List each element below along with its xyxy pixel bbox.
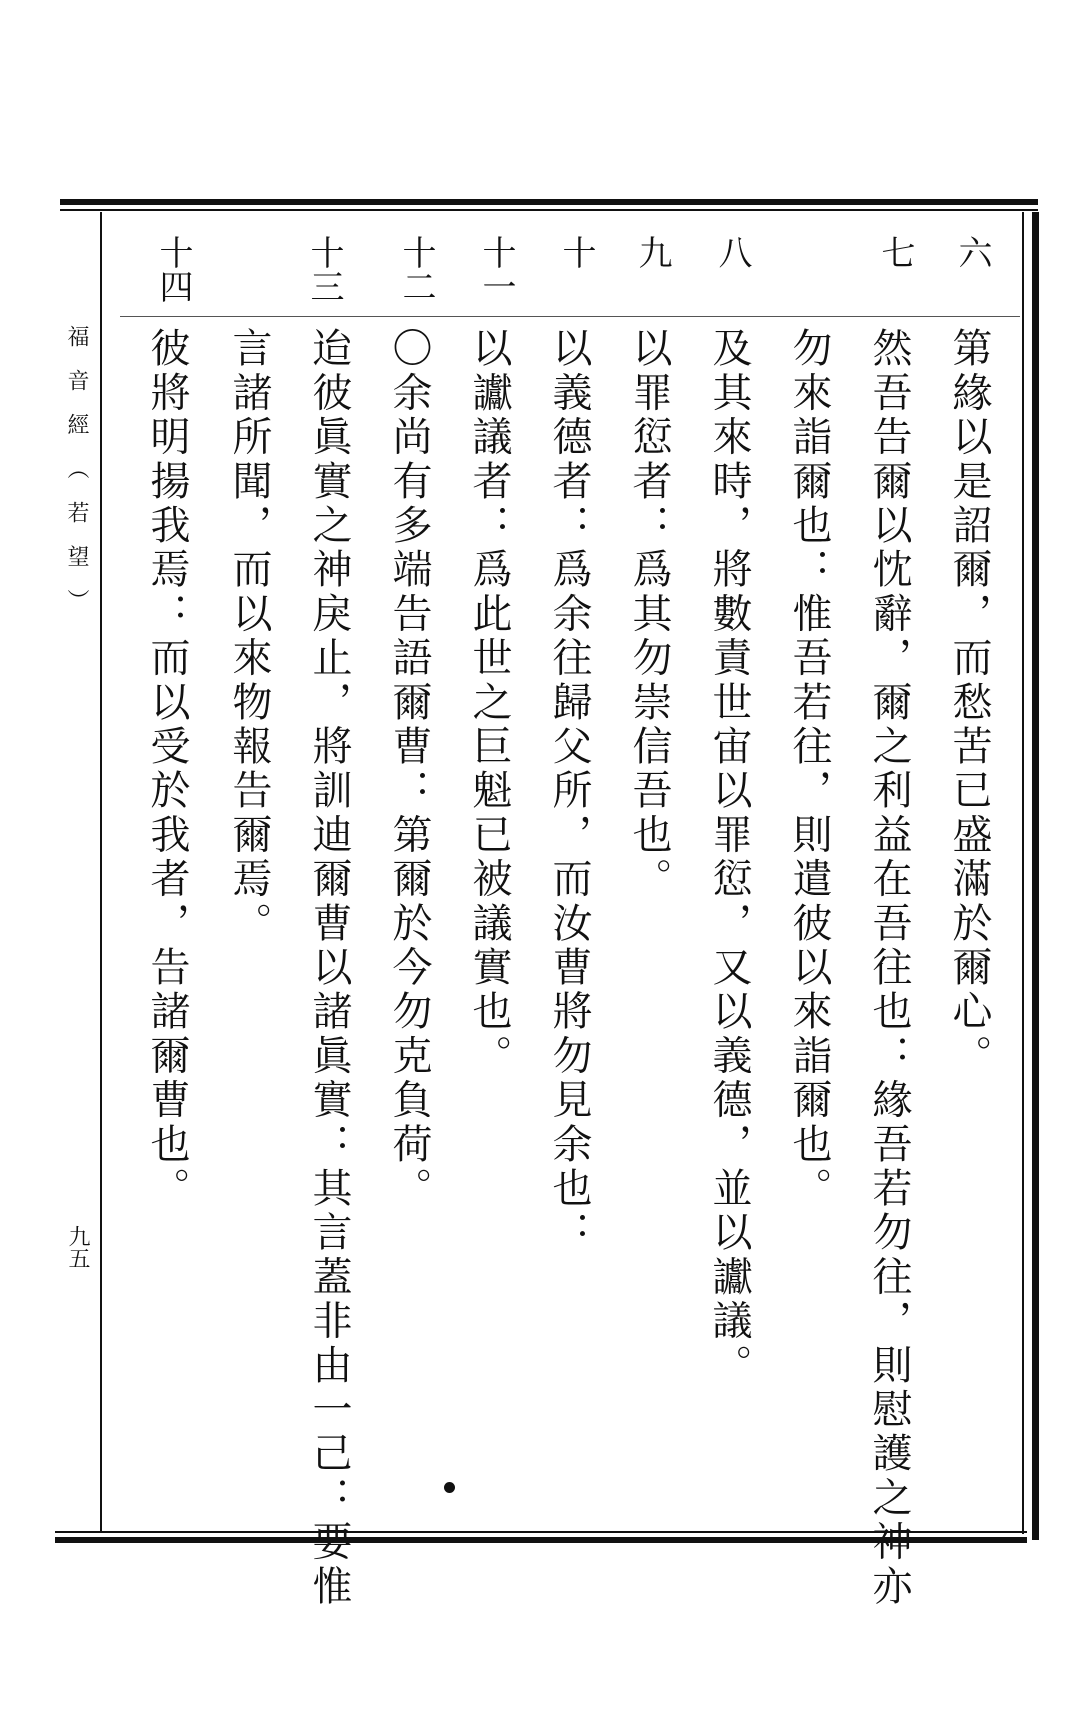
frame-left-rule — [100, 212, 102, 1532]
verse-number-12: 十二 — [396, 235, 436, 303]
frame-top-inner-rule — [60, 209, 1038, 211]
text-line: 彼將明揚我焉：而以受於我者，告諸爾曹也。 — [144, 327, 190, 1211]
text-line: 〇余尚有多端告語爾曹：第爾於今勿克負荷。 — [386, 327, 432, 1211]
verse-number-6: 六 — [952, 235, 992, 269]
frame-right-inner-rule — [1022, 212, 1024, 1534]
text-line: 迨彼眞實之神戾止，將訓迪爾曹以諸眞實：其言蓋非由一己：要惟 — [306, 327, 352, 1609]
verse-number-7: 七 — [875, 235, 915, 269]
verse-number-divider — [120, 316, 1020, 317]
text-line: 以義德者：爲余往歸父所，而汝曹將勿見余也： — [546, 327, 592, 1256]
page-number: 九五 — [65, 1225, 90, 1269]
text-line: 勿來詣爾也：惟吾若往，則遣彼以來詣爾也。 — [786, 327, 832, 1211]
verse-number-11: 十一 — [476, 235, 516, 303]
text-line: 及其來時，將數責世宙以罪愆，又以義德，並以讞議。 — [706, 327, 752, 1388]
frame-top-rule — [60, 199, 1038, 205]
text-line: 言諸所聞，而以來物報告爾焉。 — [226, 327, 272, 946]
text-line: 以罪愆者：爲其勿崇信吾也。 — [626, 327, 672, 902]
text-line: 以讞議者：爲此世之巨魁已被議實也。 — [466, 327, 512, 1079]
verse-number-10: 十 — [556, 235, 596, 269]
margin-book-title: 福音經（若望） — [64, 325, 89, 633]
verse-number-14: 十四 — [153, 235, 193, 303]
text-line: 然吾告爾以忱辭，爾之利益在吾往也：緣吾若勿往，則慰護之神亦 — [866, 327, 912, 1609]
verse-number-9: 九 — [632, 235, 672, 269]
ink-dot — [444, 1482, 455, 1493]
verse-number-13: 十三 — [304, 235, 344, 303]
text-line: 第緣以是詔爾，而愁苦已盛滿於爾心。 — [946, 327, 992, 1079]
frame-right-rule — [1032, 212, 1039, 1540]
verse-number-8: 八 — [712, 235, 752, 269]
